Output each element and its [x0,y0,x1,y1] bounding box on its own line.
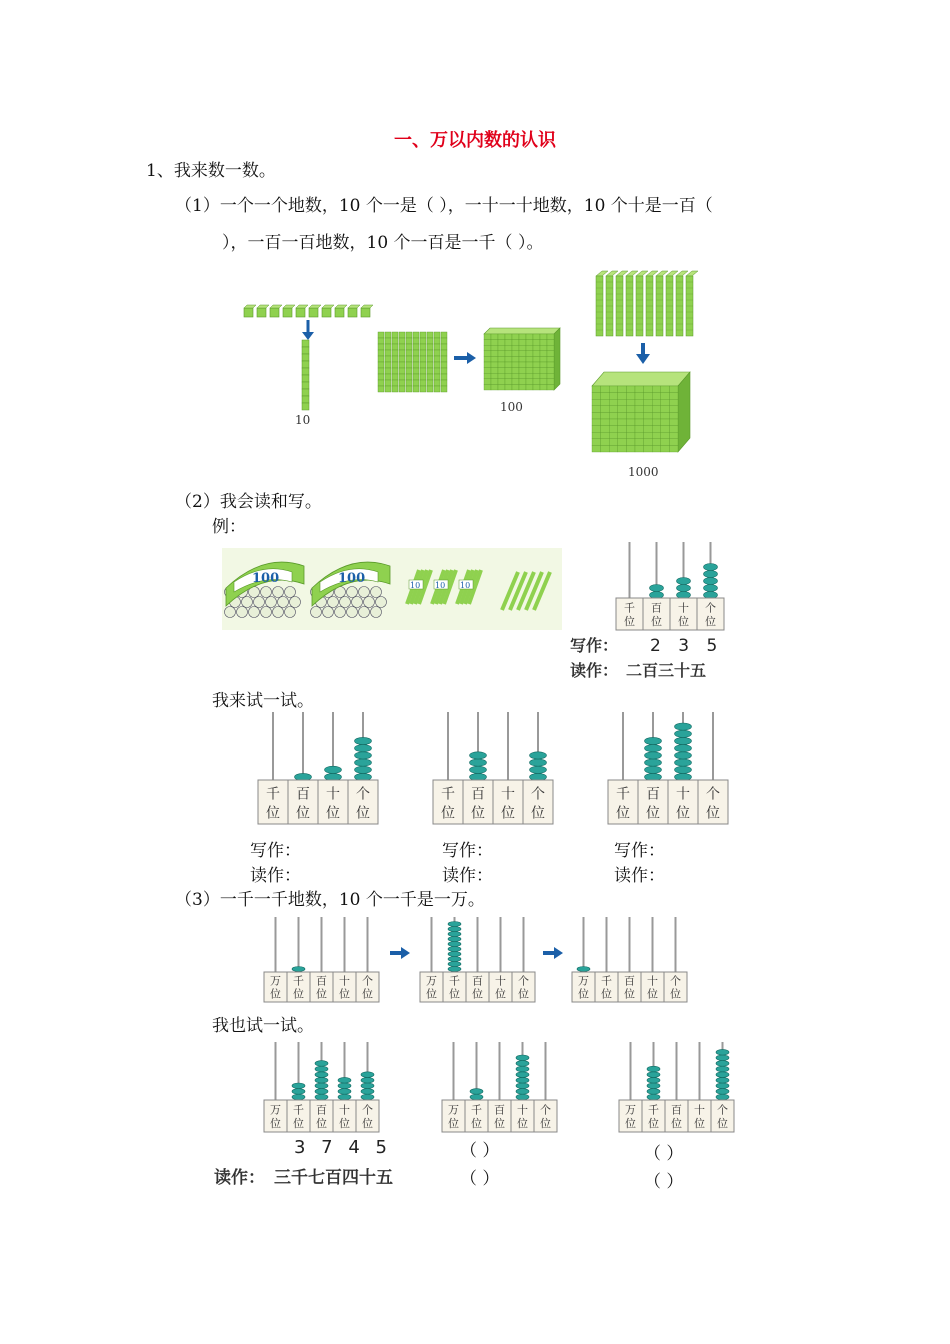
abacus-bead [716,1049,729,1055]
place-label: 十 [339,1103,350,1117]
part-1-line-1: （1）一个一个地数，10 个一是（ ），一十一十地数，10 个十是一百（ [175,196,713,216]
place-label: 位 [647,987,658,1001]
question-1-heading: 1、我来数一数。 [146,161,276,181]
bundles-picture [222,548,562,630]
place-label: 十 [517,1103,528,1117]
abacus-bead [448,952,461,957]
place-label: 千 [441,786,455,803]
place-label: 个 [717,1103,728,1117]
try1-c-read-label: 读作： [614,866,665,886]
place-label: 十 [326,786,340,803]
arrow-right-icon [541,945,565,961]
abacus-bead [448,937,461,942]
abacus-bead [677,585,691,592]
place-label: 位 [326,805,340,822]
place-label: 百 [472,974,483,988]
abacus-bead [516,1061,529,1067]
place-label: 位 [694,1117,705,1131]
place-label: 个 [531,786,545,803]
try1-b-write-label: 写作： [442,841,493,861]
abacus-bead [355,737,372,744]
place-label: 个 [706,786,720,803]
place-label: 位 [426,987,437,1001]
place-label: 个 [540,1103,551,1117]
place-label: 百 [494,1103,505,1117]
place-label: 位 [471,805,485,822]
place-label: 位 [339,987,350,1001]
place-label: 个 [362,1103,373,1117]
place-label: 位 [578,987,589,1001]
place-label: 位 [293,1117,304,1131]
abacus-bead [675,766,692,773]
abacus-bead [470,1094,483,1100]
unit-cube [244,308,253,317]
try1-a-write-label: 写作： [250,841,301,861]
abacus-bead [448,947,461,952]
answer-paren: （ ） [644,1172,684,1192]
abacus-bead [448,927,461,932]
abacus-bead [470,752,487,759]
unit-cube [348,308,357,317]
place-label: 位 [441,805,455,822]
place-label: 千 [293,1103,304,1117]
unit-cube [361,308,370,317]
place-label: 位 [494,1117,505,1131]
place-label: 万 [270,1103,281,1117]
abacus-bead [470,766,487,773]
abacus-bead [675,737,692,744]
abacus-bead [516,1094,529,1100]
try-1-heading: 我来试一试。 [212,691,314,711]
try1-abacus-c [605,710,730,828]
place-label: 位 [356,805,370,822]
place-label: 位 [646,805,660,822]
ten-rods-group [378,332,447,392]
answer-paren: （ ） [644,1144,684,1164]
try2-read-value: 三千七百四十五 [274,1168,393,1188]
abacus-bead [361,1089,374,1095]
abacus-bead [647,1077,660,1083]
place-label: 千 [293,974,304,988]
place-label: 个 [518,974,529,988]
abacus-bead [516,1055,529,1061]
abacus-bead [577,967,590,972]
unit-cube [257,308,266,317]
answer-paren: （ ） [460,1169,500,1189]
example-read-value: 二百三十五 [626,661,707,680]
place-label: 位 [531,805,545,822]
thousand-label: 1000 [628,465,659,479]
abacus-bead [677,592,691,599]
try2-read-label: 读作： [214,1168,265,1188]
abacus-bead [292,1089,305,1095]
place-label: 十 [495,974,506,988]
place-label: 位 [625,1117,636,1131]
place-label: 千 [266,786,280,803]
abacus-bead [716,1089,729,1095]
example-label: 例： [212,517,246,537]
abacus-bead [448,962,461,967]
place-label: 位 [624,615,635,629]
abacus-bead [355,745,372,752]
abacus-bead [645,759,662,766]
abacus-bead [315,1066,328,1072]
place-label: 位 [471,1117,482,1131]
try-2-heading: 我也试一试。 [212,1016,314,1036]
place-label: 个 [362,974,373,988]
place-label: 位 [495,987,506,1001]
place-label: 万 [625,1103,636,1117]
place-label: 个 [356,786,370,803]
abacus-bead [675,752,692,759]
abacus-bead [516,1072,529,1078]
abacus-bead [338,1094,351,1100]
abacus-bead [315,1094,328,1100]
abacus-bead [516,1066,529,1072]
abacus-bead [647,1089,660,1095]
unit-cube [270,308,279,317]
small-bundle-label: 10 [460,581,471,590]
bundle-label: 100 [338,571,366,586]
try2-abacus-c [617,1040,737,1136]
abacus-bead [704,592,718,599]
try1-c-write-label: 写作： [614,841,665,861]
base-ten-blocks-figure [240,268,710,483]
place-label: 千 [616,786,630,803]
place-label: 位 [540,1117,551,1131]
place-label: 位 [648,1117,659,1131]
place-label: 十 [339,974,350,988]
place-label: 位 [448,1117,459,1131]
abacus-bead [292,1094,305,1100]
place-label: 位 [678,615,689,629]
place-label: 位 [624,987,635,1001]
small-bundle-label: 10 [435,581,446,590]
place-label: 百 [651,601,662,615]
abacus-bead [650,585,664,592]
abacus-bead [647,1094,660,1100]
place-label: 位 [616,805,630,822]
place-label: 位 [296,805,310,822]
place-label: 万 [578,974,589,988]
abacus-bead [338,1083,351,1089]
arrow-right-icon [388,945,412,961]
abacus-bead [338,1089,351,1095]
place-label: 百 [296,786,310,803]
place-label: 十 [501,786,515,803]
abacus-bead [704,585,718,592]
place-label: 位 [705,615,716,629]
unit-cube [335,308,344,317]
example-write-label: 写作： [570,636,619,655]
place-label: 千 [601,974,612,988]
abacus-bead [704,578,718,585]
place-label: 万 [270,974,281,988]
example-write-value: 2 3 5 [650,636,724,656]
place-label: 位 [339,1117,350,1131]
example-abacus [612,540,727,632]
place-label: 位 [651,615,662,629]
hundred-flat [484,328,560,390]
place-label: 千 [648,1103,659,1117]
abacus-bead [677,578,691,585]
place-label: 位 [670,987,681,1001]
abacus-bead [448,932,461,937]
place-label: 位 [706,805,720,822]
arrow-down-icon [636,343,650,364]
place-label: 个 [670,974,681,988]
abacus-bead [516,1083,529,1089]
part-3-heading: （3）一千一千地数，10 个一千是一万。 [175,890,485,910]
unit-cube [322,308,331,317]
place-label: 千 [624,601,635,615]
abacus-bead [338,1077,351,1083]
abacus-bead [530,752,547,759]
place-label: 千 [471,1103,482,1117]
abacus-bead [704,564,718,571]
abacus-bead [470,759,487,766]
abacus-bead [448,922,461,927]
abacus-bead [448,942,461,947]
abacus-bead [716,1083,729,1089]
bundle-label: 100 [252,571,280,586]
place-label: 位 [270,987,281,1001]
place-label: 十 [647,974,658,988]
abacus-bead [448,957,461,962]
try1-b-read-label: 读作： [442,866,493,886]
place-label: 百 [646,786,660,803]
abacus-bead [675,730,692,737]
abacus-bead [530,759,547,766]
abacus-bead [645,745,662,752]
place-label: 位 [316,1117,327,1131]
abacus-bead [361,1072,374,1078]
place-label: 百 [316,1103,327,1117]
abacus-bead [516,1077,529,1083]
hundred-label: 100 [500,400,523,414]
abacus-bead [645,766,662,773]
try1-abacus-b [430,710,555,828]
abacus-bead [325,766,342,773]
abacus-bead [315,1061,328,1067]
abacus-bead [292,1083,305,1089]
unit-cube [283,308,292,317]
abacus-bead [361,1094,374,1100]
abacus-bead [315,1083,328,1089]
abacus-bead [716,1077,729,1083]
place-label: 位 [316,987,327,1001]
abacus-bead [675,759,692,766]
thousand-cube [592,372,690,452]
place-label: 位 [449,987,460,1001]
abacus-bead [650,592,664,599]
place-label: 位 [266,805,280,822]
abacus-bead [530,766,547,773]
abacus-bead [315,1072,328,1078]
abacus-bead [675,745,692,752]
place-label: 十 [694,1103,705,1117]
abacus-bead [716,1055,729,1061]
try1-a-read-label: 读作： [250,866,301,886]
example-read-label: 读作： [570,661,619,680]
hundred-flats-stack [596,271,698,336]
abacus-bead [716,1072,729,1078]
place-label: 位 [293,987,304,1001]
part-2-heading: （2）我会读和写。 [175,492,322,512]
try2-abacus-a [262,1040,382,1136]
part3-abacus-a [262,915,382,1005]
abacus-bead [292,967,305,972]
page-title: 一、万以内数的认识 [394,130,556,151]
abacus-bead [645,752,662,759]
place-label: 百 [316,974,327,988]
abacus-bead [361,1083,374,1089]
try1-abacus-a [255,710,380,828]
place-label: 位 [362,1117,373,1131]
place-label: 位 [518,987,529,1001]
abacus-bead [704,571,718,578]
place-label: 千 [449,974,460,988]
place-label: 十 [678,601,689,615]
place-label: 百 [471,786,485,803]
abacus-bead [647,1072,660,1078]
place-label: 万 [448,1103,459,1117]
abacus-bead [361,1077,374,1083]
try2-example-digits: 3 7 4 5 [294,1137,392,1158]
place-label: 位 [601,987,612,1001]
place-label: 位 [517,1117,528,1131]
place-label: 位 [676,805,690,822]
abacus-bead [355,759,372,766]
abacus-bead [448,967,461,972]
place-label: 个 [705,601,716,615]
ten-rod [302,340,309,410]
place-label: 万 [426,974,437,988]
abacus-bead [716,1094,729,1100]
abacus-bead [470,1089,483,1095]
part3-abacus-c [570,915,690,1005]
abacus-bead [355,752,372,759]
abacus-bead [355,766,372,773]
unit-cubes-row [244,305,373,317]
try2-abacus-b [440,1040,560,1136]
ten-label: 10 [295,413,311,427]
unit-cube [296,308,305,317]
place-label: 位 [270,1117,281,1131]
place-label: 位 [671,1117,682,1131]
small-bundle-label: 10 [410,581,421,590]
place-label: 百 [671,1103,682,1117]
abacus-bead [647,1066,660,1072]
abacus-bead [645,737,662,744]
abacus-bead [647,1083,660,1089]
place-label: 十 [676,786,690,803]
abacus-bead [675,723,692,730]
abacus-bead [516,1089,529,1095]
arrow-down-icon [302,320,314,340]
part3-abacus-b [418,915,538,1005]
abacus-bead [315,1077,328,1083]
place-label: 位 [472,987,483,1001]
part-1-line-2: ），一百一百地数，10 个一百是一千（ ）。 [222,233,544,253]
abacus-bead [716,1066,729,1072]
abacus-bead [716,1061,729,1067]
arrow-right-icon [454,352,476,364]
place-label: 百 [624,974,635,988]
place-label: 位 [362,987,373,1001]
answer-paren: （ ） [460,1141,500,1161]
place-label: 位 [501,805,515,822]
place-label: 位 [717,1117,728,1131]
unit-cube [309,308,318,317]
abacus-bead [315,1089,328,1095]
